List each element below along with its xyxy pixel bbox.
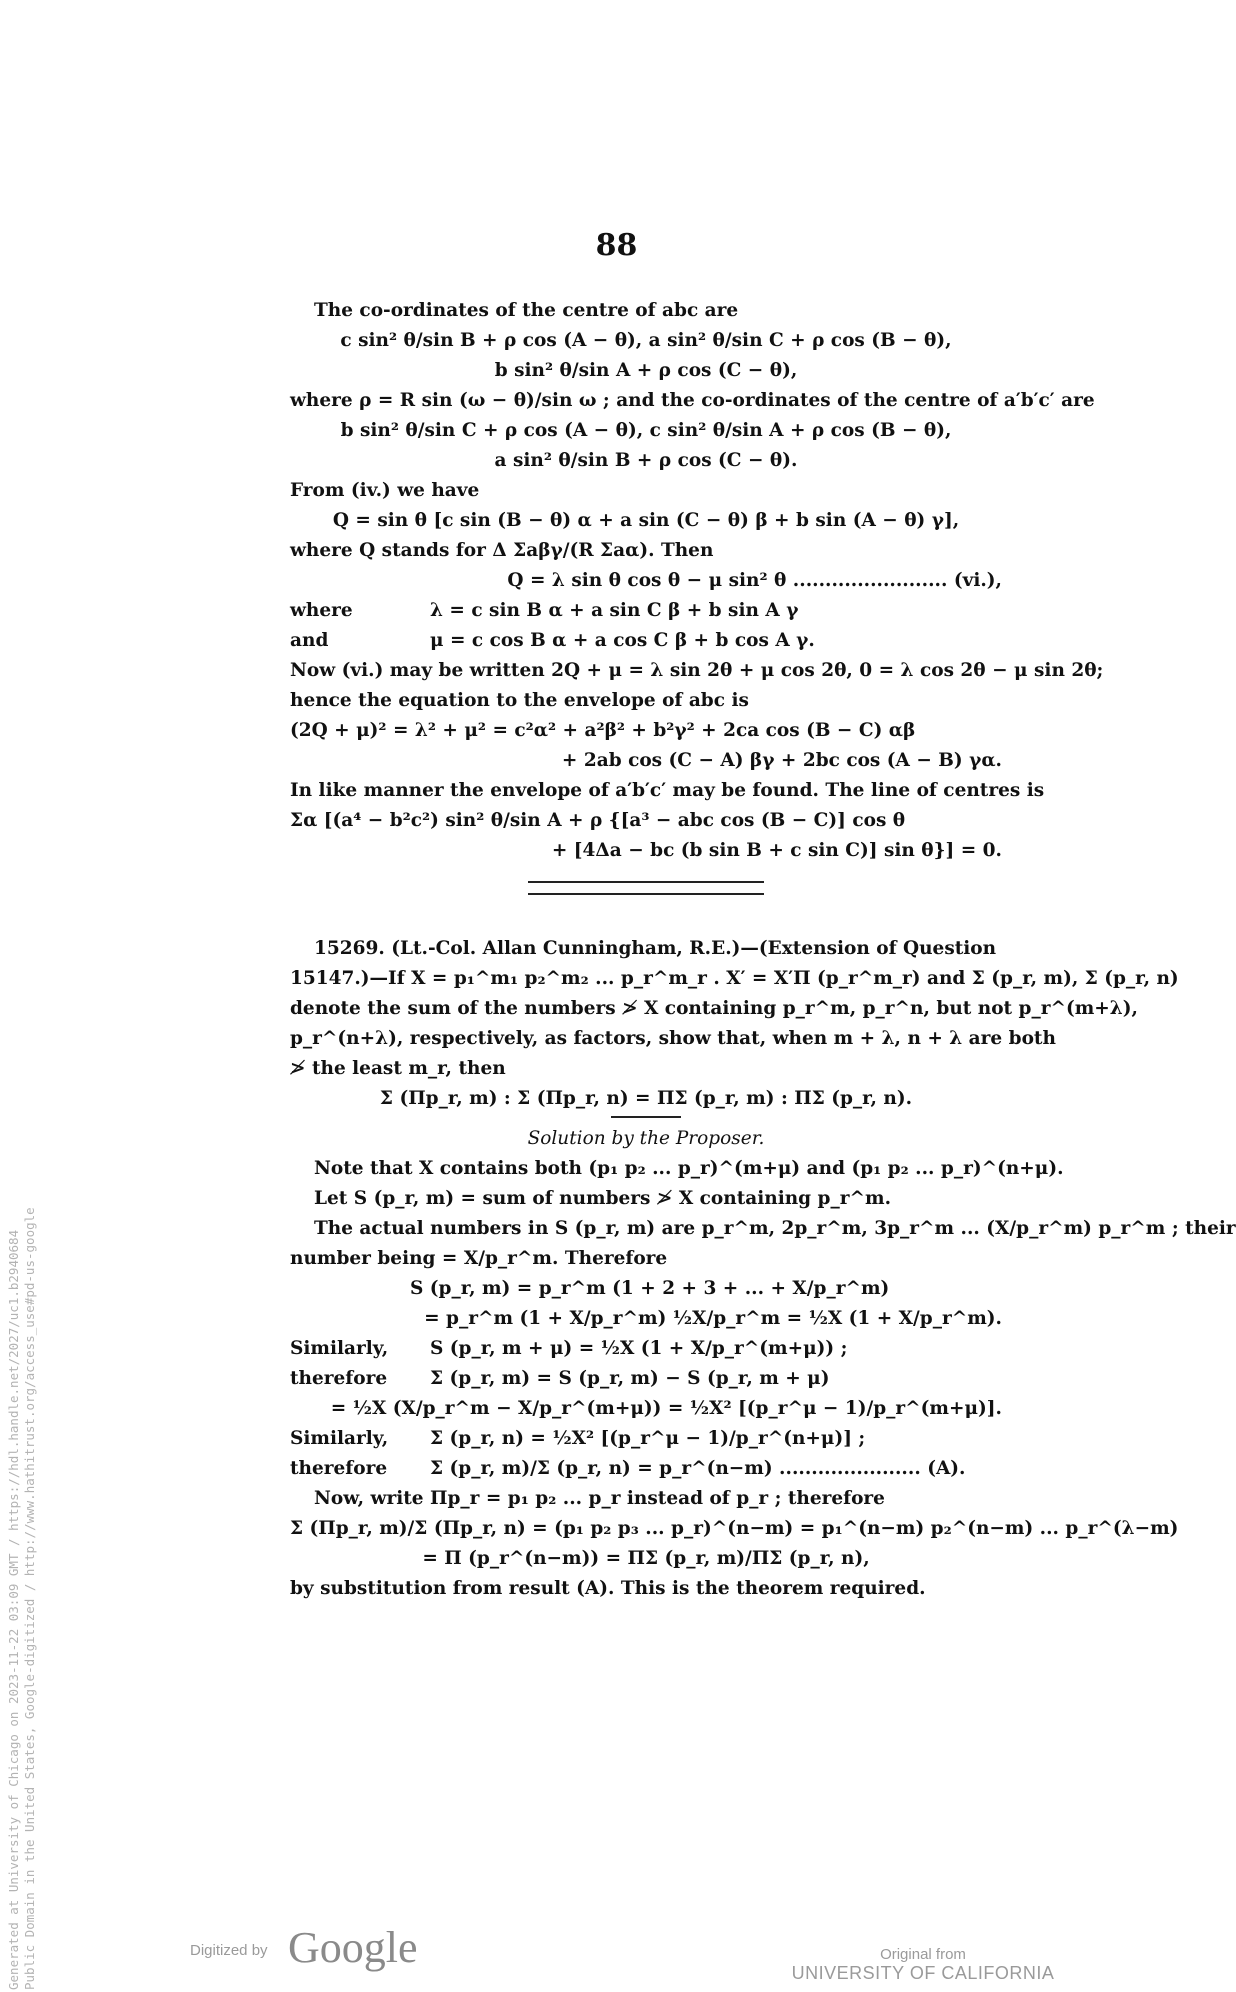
- text-line: Let S (p_r, m) = sum of numbers ≯ X containing p_r^m.: [314, 1188, 892, 1209]
- text-line: [290, 626, 1002, 656]
- line-label: therefore: [290, 1458, 388, 1479]
- line-formula: Σ (p_r, m) = S (p_r, m) − S (p_r, m + μ): [430, 1368, 830, 1389]
- text-line: Note that X contains both (p₁ p₂ ... p_r)^(m+μ) and (p₁ p₂ ... p_r)^(n+μ).: [314, 1158, 1064, 1179]
- text-line: b sin² θ/sin A + ρ cos (C − θ),: [494, 360, 798, 381]
- text-line: b sin² θ/sin C + ρ cos (A − θ), c sin² θ/sin A + ρ cos (B − θ),: [340, 420, 952, 441]
- page-number: 88: [595, 228, 638, 263]
- line-label: therefore: [290, 1368, 388, 1389]
- text-line: Σ (Πp_r, m)/Σ (Πp_r, n) = (p₁ p₂ p₃ ... p_r)^(n−m) = p₁^(n−m) p₂^(n−m) ... p_r^(λ−m): [290, 1518, 1179, 1539]
- line-formula: Σ (p_r, m)/Σ (p_r, n) = p_r^(n−m) ...................... (A).: [430, 1458, 966, 1479]
- text-line: Now, write Πp_r = p₁ p₂ ... p_r instead of p_r ; therefore: [314, 1488, 885, 1509]
- text-line: From (iv.) we have: [290, 480, 480, 501]
- watermark-line-1: Generated at University of Chicago on 2023-11-22 03:09 GMT / https://hdl.handle.net/2027/uc1.b2940684: [6, 1229, 21, 1990]
- line-formula: S (p_r, m + μ) = ½X (1 + X/p_r^(m+μ)) ;: [430, 1338, 848, 1359]
- line-formula: Σ (p_r, n) = ½X² [(p_r^μ − 1)/p_r^(n+μ)] ;: [430, 1428, 866, 1449]
- text-line: [290, 1334, 1002, 1364]
- text-line: + 2ab cos (C − A) βγ + 2bc cos (A − B) γα.: [561, 750, 1002, 771]
- section-separator: [528, 881, 764, 895]
- text-line: Q = sin θ [c sin (B − θ) α + a sin (C − θ) β + b sin (A − θ) γ],: [332, 510, 960, 531]
- text-line: The co-ordinates of the centre of abc are: [314, 300, 739, 321]
- text-line: = ½X (X/p_r^m − X/p_r^(m+μ)) = ½X² [(p_r^μ − 1)/p_r^(m+μ)].: [330, 1398, 1002, 1419]
- text-line: In like manner the envelope of a′b′c′ may be found. The line of centres is: [290, 780, 1045, 801]
- text-line: = p_r^m (1 + X/p_r^m) ½X/p_r^m = ½X (1 + X/p_r^m).: [424, 1308, 1002, 1329]
- original-from-label: Original from: [880, 1946, 966, 1963]
- text-line: Σ (Πp_r, m) : Σ (Πp_r, n) = ΠΣ (p_r, m) : ΠΣ (p_r, n).: [379, 1088, 913, 1109]
- text-line: ≯ the least m_r, then: [290, 1058, 506, 1079]
- text-line: The actual numbers in S (p_r, m) are p_r^m, 2p_r^m, 3p_r^m ... (X/p_r^m) p_r^m ; their: [314, 1218, 1236, 1239]
- text-line: [290, 1454, 1002, 1484]
- text-line: denote the sum of the numbers ≯ X containing p_r^m, p_r^n, but not p_r^(m+λ),: [290, 998, 1138, 1019]
- text-line: c sin² θ/sin B + ρ cos (A − θ), a sin² θ/sin C + ρ cos (B − θ),: [340, 330, 952, 351]
- text-line: number being = X/p_r^m. Therefore: [290, 1248, 668, 1269]
- line-label: and: [290, 630, 329, 651]
- section-question-15269: [290, 934, 1236, 1604]
- text-line: [290, 1424, 1002, 1454]
- text-line: 15269. (Lt.-Col. Allan Cunningham, R.E.)—(Extension of Question: [314, 938, 997, 959]
- text-line: a sin² θ/sin B + ρ cos (C − θ).: [494, 450, 798, 471]
- line-formula: μ = c cos B α + a cos C β + b cos A γ.: [430, 630, 815, 651]
- text-line: 15147.)—If X = p₁^m₁ p₂^m₂ ... p_r^m_r . X′ = X′Π (p_r^m_r) and Σ (p_r, m), Σ (p_r, n): [290, 968, 1179, 989]
- section-centres-solution: [290, 296, 1104, 866]
- text-line: [290, 1364, 1002, 1394]
- text-line: (2Q + μ)² = λ² + μ² = c²α² + a²β² + b²γ² + 2ca cos (B − C) αβ: [290, 720, 916, 741]
- text-line: [290, 596, 1002, 626]
- line-label: Similarly,: [290, 1428, 389, 1449]
- text-line: p_r^(n+λ), respectively, as factors, show that, when m + λ, n + λ are both: [290, 1028, 1056, 1049]
- hathitrust-watermark: [6, 1207, 38, 1990]
- text-line: Q = λ sin θ cos θ − μ sin² θ ........................ (vi.),: [507, 570, 1002, 591]
- google-logo: Google: [288, 1923, 418, 1972]
- text-line: where ρ = R sin (ω − θ)/sin ω ; and the co-ordinates of the centre of a′b′c′ are: [290, 390, 1095, 411]
- watermark-line-2: Public Domain in the United States, Google-digitized / http://www.hathitrust.org/access_use#pd-us-google: [22, 1207, 37, 1990]
- solution-rule: [611, 1116, 681, 1118]
- text-line: S (p_r, m) = p_r^m (1 + 2 + 3 + ... + X/p_r^m): [410, 1278, 890, 1299]
- line-formula: λ = c sin B α + a sin C β + b sin A γ: [430, 600, 799, 621]
- line-label: where: [290, 600, 353, 621]
- line-label: Similarly,: [290, 1338, 389, 1359]
- text-line: Solution by the Proposer.: [527, 1128, 765, 1149]
- text-line: hence the equation to the envelope of abc is: [290, 690, 749, 711]
- original-from-block: [788, 1946, 1058, 1984]
- text-line: Σα [(a⁴ − b²c²) sin² θ/sin A + ρ {[a³ − abc cos (B − C)] cos θ: [290, 810, 906, 831]
- digitized-by-label: Digitized by: [190, 1942, 268, 1959]
- text-line: = Π (p_r^(n−m)) = ΠΣ (p_r, m)/ΠΣ (p_r, n),: [422, 1548, 870, 1569]
- text-line: + [4Δa − bc (b sin B + c sin C)] sin θ}] = 0.: [551, 840, 1002, 861]
- text-line: Now (vi.) may be written 2Q + μ = λ sin 2θ + μ cos 2θ, 0 = λ cos 2θ − μ sin 2θ;: [290, 660, 1104, 681]
- institution-name: UNIVERSITY OF CALIFORNIA: [791, 1963, 1055, 1983]
- text-line: by substitution from result (A). This is the theorem required.: [290, 1578, 926, 1599]
- text-line: where Q stands for Δ Σaβγ/(R Σaα). Then: [290, 540, 714, 561]
